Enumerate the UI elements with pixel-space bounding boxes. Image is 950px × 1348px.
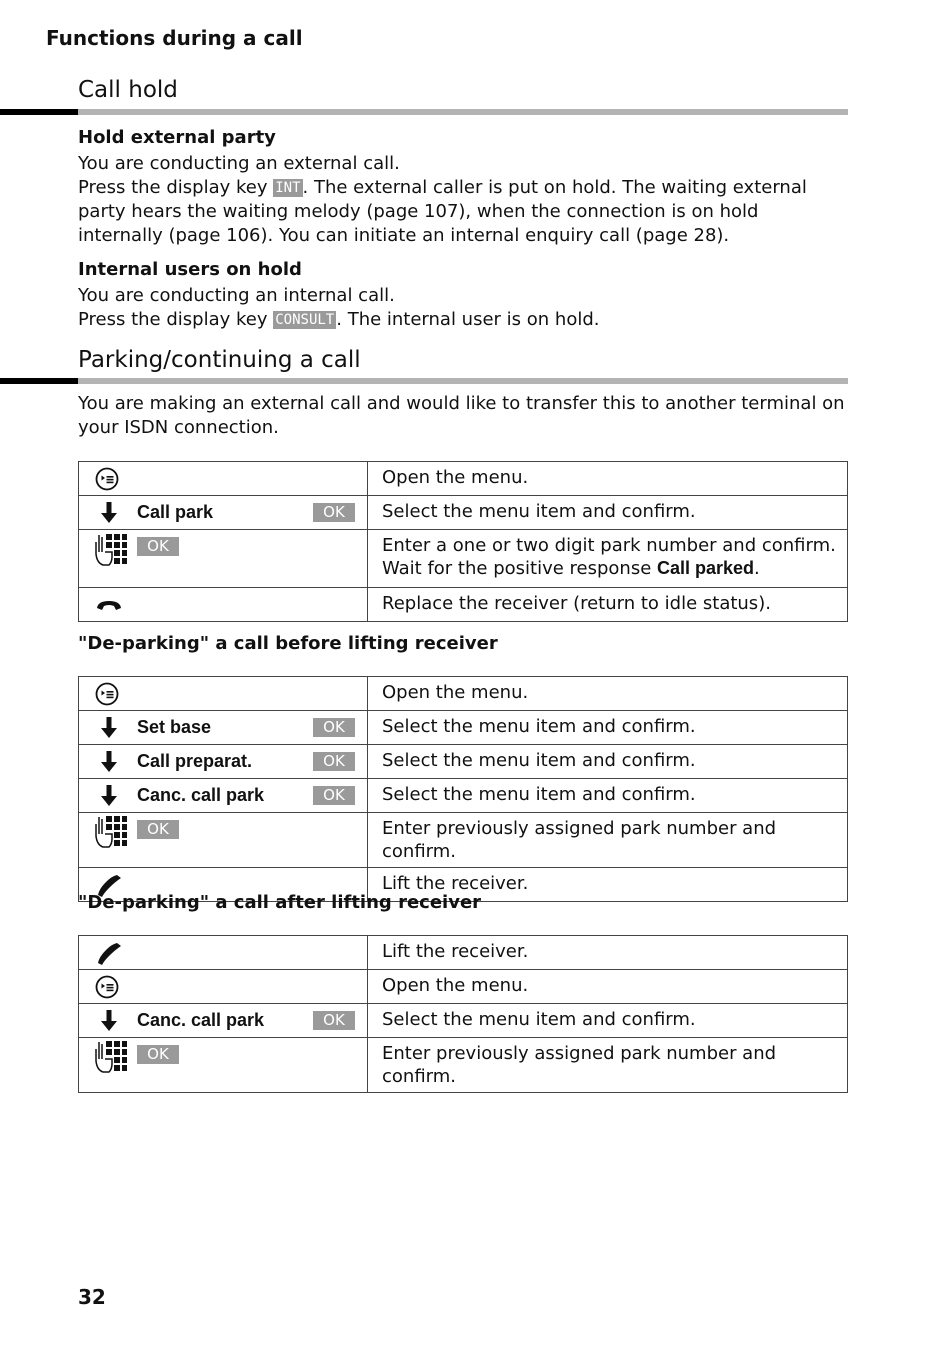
arrow-down-icon [95,716,123,740]
display-key-int: INT [275,180,301,196]
text-fragment: Press the display key [78,177,274,198]
menu-item-label: Call preparat. [137,751,253,771]
hang-up-icon [95,593,123,617]
step-description: Lift the receiver. [368,868,848,902]
table-row [79,496,848,530]
text-fragment: Press the display key [78,309,274,330]
arrow-down-icon [95,1009,123,1033]
arrow-down-icon [95,501,123,525]
text-line: Enter a one or two digit park number and confirm. [382,535,836,556]
text-line [78,176,848,248]
step-description: Open the menu. [368,677,848,711]
step-description [368,530,848,588]
menu-icon [95,467,123,491]
step-description: Select the menu item and confirm. [368,711,848,745]
menu-item-label: Canc. call park [137,785,265,805]
text-fragment: . The external caller is put on hold. The waiting external party hears the waiting melody (page 107), when the connection is on hold internally (page 106). You can initiate an internal enquiry call (page 28). [78,177,807,246]
arrow-down-icon [95,784,123,808]
table-row [79,711,848,745]
table-row [79,970,848,1004]
section-rule [78,378,848,384]
text-fragment: . [754,558,760,579]
display-message: Call parked [657,558,755,578]
step-description: Enter previously assigned park number and confirm. [368,813,848,868]
text-fragment: . The internal user is on hold. [336,309,600,330]
keypad-icon [95,814,127,850]
step-description: Lift the receiver. [368,936,848,970]
text-line [382,557,841,580]
steps-table-park [78,461,848,622]
step-description: Select the menu item and confirm. [368,1004,848,1038]
table-row [79,462,848,496]
text-fragment: Wait for the positive response [382,558,657,579]
step-description: Select the menu item and confirm. [368,496,848,530]
table-row [79,779,848,813]
steps-table-deparking-before [78,676,848,902]
heading-internal-hold: Internal users on hold [78,259,302,280]
step-description: Open the menu. [368,970,848,1004]
section-title-call-hold: Call hold [78,77,178,103]
step-description: Select the menu item and confirm. [368,745,848,779]
ok-softkey: OK [313,718,355,737]
ok-softkey: OK [313,786,355,805]
text-line [78,308,848,332]
paragraph-hold-external [78,152,848,248]
table-row [79,677,848,711]
paragraph-parking-intro: You are making an external call and would like to transfer this to another terminal on your ISDN connection. [78,393,845,438]
menu-icon [95,682,123,706]
section-rule [78,109,848,115]
table-row [79,813,848,868]
keypad-icon [95,532,127,568]
menu-icon [95,975,123,999]
menu-item-label: Canc. call park [137,1010,265,1030]
display-key-consult: CONSULT [275,312,335,328]
step-description: Replace the receiver (return to idle status). [368,588,848,622]
menu-item-label: Call park [137,502,214,522]
keypad-icon [95,1039,127,1075]
ok-softkey: OK [137,537,179,556]
heading-deparking-before: "De-parking" a call before lifting receiver [78,633,498,654]
menu-item-label: Set base [137,717,212,737]
table-row [79,936,848,970]
ok-softkey: OK [313,503,355,522]
lift-receiver-icon [95,941,123,965]
table-row [79,530,848,588]
ok-softkey: OK [313,752,355,771]
step-description: Enter previously assigned park number and confirm. [368,1038,848,1093]
step-description: Open the menu. [368,462,848,496]
section-title-parking: Parking/continuing a call [78,347,361,373]
heading-deparking-after: "De-parking" a call after lifting receiver [78,892,482,913]
table-row [79,1004,848,1038]
paragraph-internal-hold [78,284,848,332]
arrow-down-icon [95,750,123,774]
text-line: You are conducting an internal call. [78,285,395,306]
table-row [79,745,848,779]
ok-softkey: OK [137,820,179,839]
heading-hold-external: Hold external party [78,127,276,148]
chapter-title: Functions during a call [46,26,303,50]
section-rule [0,378,78,384]
table-row [79,1038,848,1093]
table-row [79,588,848,622]
page-number: 32 [78,1285,106,1309]
section-rule [0,109,78,115]
text-line: You are conducting an external call. [78,153,400,174]
ok-softkey: OK [313,1011,355,1030]
steps-table-deparking-after [78,935,848,1093]
ok-softkey: OK [137,1045,179,1064]
step-description: Select the menu item and confirm. [368,779,848,813]
